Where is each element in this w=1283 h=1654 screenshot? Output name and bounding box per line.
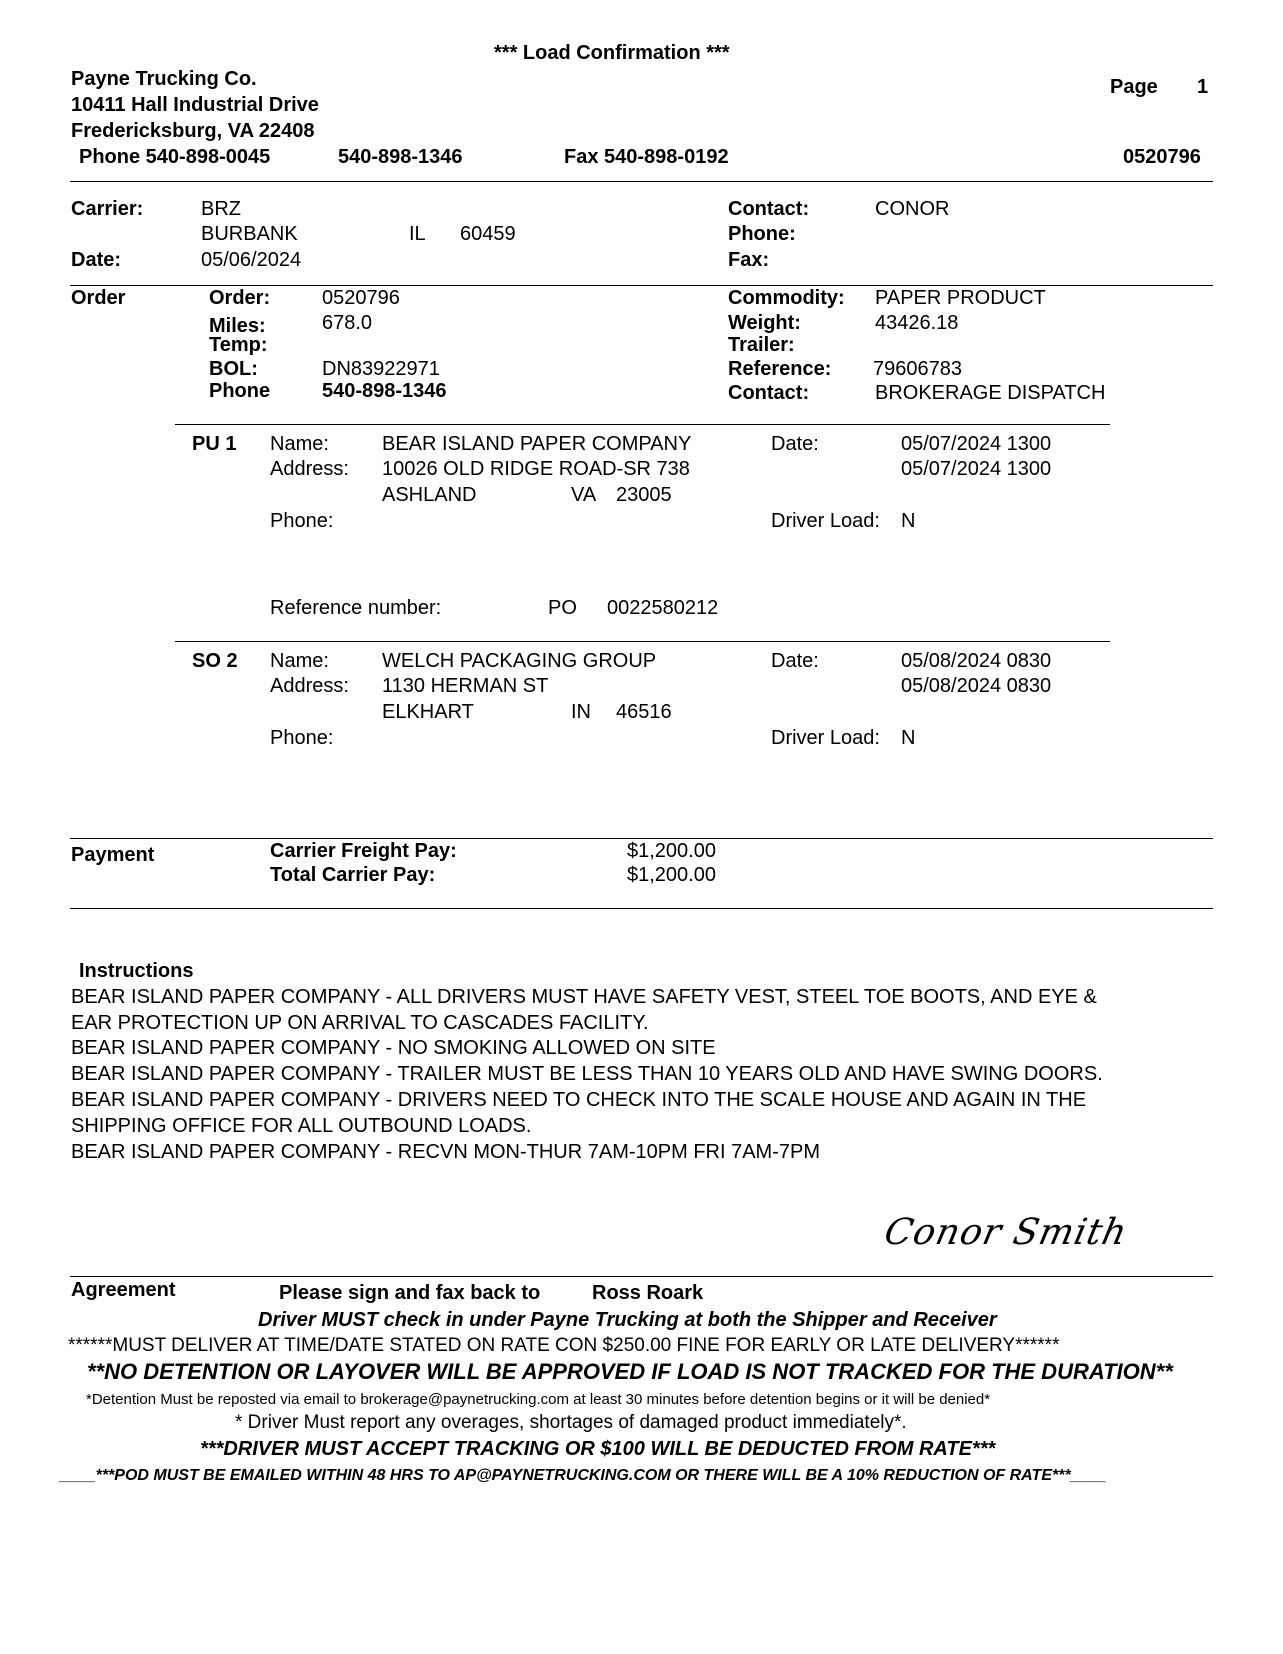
total-carrier-pay-label: Total Carrier Pay:: [270, 864, 436, 886]
company-fax: Fax 540-898-0192: [564, 146, 729, 168]
miles-value: 678.0: [322, 312, 373, 334]
stop-name: WELCH PACKAGING GROUP: [382, 650, 657, 672]
order-phone-label: Phone: [209, 380, 271, 402]
order-section-label: Order: [71, 287, 126, 309]
company-phone-2: 540-898-1346: [338, 146, 463, 168]
agreement-line-2: ******MUST DELIVER AT TIME/DATE STATED ON RATE CON $250.00 FINE FOR EARLY OR LATE DELIVERY******: [68, 1335, 1060, 1356]
divider: [70, 181, 1213, 182]
instruction-line: BEAR ISLAND PAPER COMPANY - NO SMOKING ALLOWED ON SITE: [71, 1037, 716, 1059]
divider: [70, 838, 1213, 839]
carrier-date-label: Date:: [71, 249, 122, 271]
total-carrier-pay-value: $1,200.00: [627, 864, 716, 886]
stop-city: ELKHART: [382, 701, 474, 723]
carrier-date: 05/06/2024: [201, 249, 302, 271]
bol-value: DN83922971: [322, 358, 440, 380]
stop-name-label: Name:: [270, 650, 329, 672]
sign-and-fax-name: Ross Roark: [592, 1282, 704, 1304]
driver-load-value: N: [901, 727, 916, 749]
instruction-line: BEAR ISLAND PAPER COMPANY - TRAILER MUST BE LESS THAN 10 YEARS OLD AND HAVE SWING DOORS.: [71, 1063, 1103, 1085]
order-contact-label: Contact:: [728, 382, 810, 404]
weight-value: 43426.18: [875, 312, 959, 334]
carrier-phone-label: Phone:: [728, 223, 796, 245]
bol-label: BOL:: [209, 358, 258, 380]
instruction-line: BEAR ISLAND PAPER COMPANY - RECVN MON-THUR 7AM-10PM FRI 7AM-7PM: [71, 1141, 821, 1163]
page-label: Page: [1110, 76, 1158, 98]
reference-number-value: 0022580212: [607, 597, 719, 619]
stop-name: BEAR ISLAND PAPER COMPANY: [382, 433, 692, 455]
document-number: 0520796: [1123, 146, 1201, 168]
sign-and-fax-text: Please sign and fax back to: [279, 1282, 541, 1304]
reference-number-label: Reference number:: [270, 597, 442, 619]
driver-load-value: N: [901, 510, 916, 532]
divider: [70, 1276, 1213, 1277]
carrier-zip: 60459: [460, 223, 516, 245]
commodity-label: Commodity:: [728, 287, 845, 309]
stop-date-1: 05/07/2024 1300: [901, 433, 1052, 455]
carrier-freight-pay-label: Carrier Freight Pay:: [270, 840, 457, 862]
stop-zip: 46516: [616, 701, 672, 723]
divider: [70, 908, 1213, 909]
trailer-label: Trailer:: [728, 334, 795, 356]
reference-number-type: PO: [548, 597, 577, 619]
stop-address: 1130 HERMAN ST: [382, 675, 549, 697]
carrier-name: BRZ: [201, 198, 241, 220]
stop-date-1: 05/08/2024 0830: [901, 650, 1052, 672]
agreement-line-3: **NO DETENTION OR LAYOVER WILL BE APPROVED IF LOAD IS NOT TRACKED FOR THE DURATION**: [87, 1359, 1173, 1384]
instructions-label: Instructions: [79, 960, 194, 982]
carrier-state: IL: [409, 223, 426, 245]
stop-date-label: Date:: [771, 650, 819, 672]
company-address-line2: Fredericksburg, VA 22408: [71, 120, 315, 142]
agreement-label: Agreement: [71, 1279, 176, 1301]
stop-address-label: Address:: [270, 675, 349, 697]
stop-code: PU 1: [192, 433, 237, 455]
stop-phone-label: Phone:: [270, 510, 334, 532]
order-number: 0520796: [322, 287, 400, 309]
miles-label: Miles:: [209, 315, 266, 337]
agreement-line-1: Driver MUST check in under Payne Trucking at both the Shipper and Receiver: [258, 1309, 997, 1331]
carrier-contact: CONOR: [875, 198, 950, 220]
reference-value: 79606783: [873, 358, 962, 380]
stop-city: ASHLAND: [382, 484, 477, 506]
reference-label: Reference:: [728, 358, 832, 380]
stop-state: IN: [571, 701, 591, 723]
instruction-line: BEAR ISLAND PAPER COMPANY - DRIVERS NEED TO CHECK INTO THE SCALE HOUSE AND AGAIN IN THE: [71, 1089, 1087, 1111]
agreement-line-4: *Detention Must be reposted via email to brokerage@paynetrucking.com at least 30 minutes before detention begins or it will be denied*: [86, 1391, 991, 1408]
stop-date-2: 05/08/2024 0830: [901, 675, 1052, 697]
driver-load-label: Driver Load:: [771, 727, 880, 749]
company-address-line1: 10411 Hall Industrial Drive: [71, 94, 319, 116]
stop-phone-label: Phone:: [270, 727, 334, 749]
payment-label: Payment: [71, 844, 155, 866]
agreement-line-7: ____***POD MUST BE EMAILED WITHIN 48 HRS TO AP@PAYNETRUCKING.COM OR THERE WILL BE A 10% REDUCTION OF RATE***____: [60, 1467, 1107, 1484]
driver-load-label: Driver Load:: [771, 510, 880, 532]
stop-date-2: 05/07/2024 1300: [901, 458, 1052, 480]
instruction-line: SHIPPING OFFICE FOR ALL OUTBOUND LOADS.: [71, 1115, 532, 1137]
stop-zip: 23005: [616, 484, 672, 506]
temp-label: Temp:: [209, 334, 268, 356]
document-title: *** Load Confirmation ***: [494, 42, 730, 64]
company-name: Payne Trucking Co.: [71, 68, 257, 90]
company-phone: Phone 540-898-0045: [79, 146, 271, 168]
weight-label: Weight:: [728, 312, 801, 334]
carrier-label: Carrier:: [71, 198, 144, 220]
agreement-line-6: ***DRIVER MUST ACCEPT TRACKING OR $100 WILL BE DEDUCTED FROM RATE***: [200, 1438, 996, 1460]
instruction-line: BEAR ISLAND PAPER COMPANY - ALL DRIVERS MUST HAVE SAFETY VEST, STEEL TOE BOOTS, AND EYE &: [71, 986, 1097, 1008]
stop-code: SO 2: [192, 650, 238, 672]
order-number-label: Order:: [209, 287, 271, 309]
instruction-line: EAR PROTECTION UP ON ARRIVAL TO CASCADES FACILITY.: [71, 1012, 649, 1034]
carrier-freight-pay-value: $1,200.00: [627, 840, 716, 862]
stop-address: 10026 OLD RIDGE ROAD-SR 738: [382, 458, 690, 480]
stop-name-label: Name:: [270, 433, 329, 455]
order-phone: 540-898-1346: [322, 380, 447, 402]
commodity-value: PAPER PRODUCT: [875, 287, 1046, 309]
agreement-line-5: * Driver Must report any overages, shortages of damaged product immediately*.: [235, 1412, 907, 1433]
carrier-contact-label: Contact:: [728, 198, 810, 220]
divider: [70, 285, 1213, 286]
stop-date-label: Date:: [771, 433, 819, 455]
stop-state: VA: [571, 484, 597, 506]
carrier-city: BURBANK: [201, 223, 298, 245]
carrier-fax-label: Fax:: [728, 249, 770, 271]
divider: [175, 424, 1110, 425]
stop-address-label: Address:: [270, 458, 349, 480]
divider: [175, 641, 1110, 642]
signature: Conor Smith: [880, 1212, 1132, 1253]
page-number: 1: [1197, 76, 1209, 98]
order-contact: BROKERAGE DISPATCH: [875, 382, 1106, 404]
